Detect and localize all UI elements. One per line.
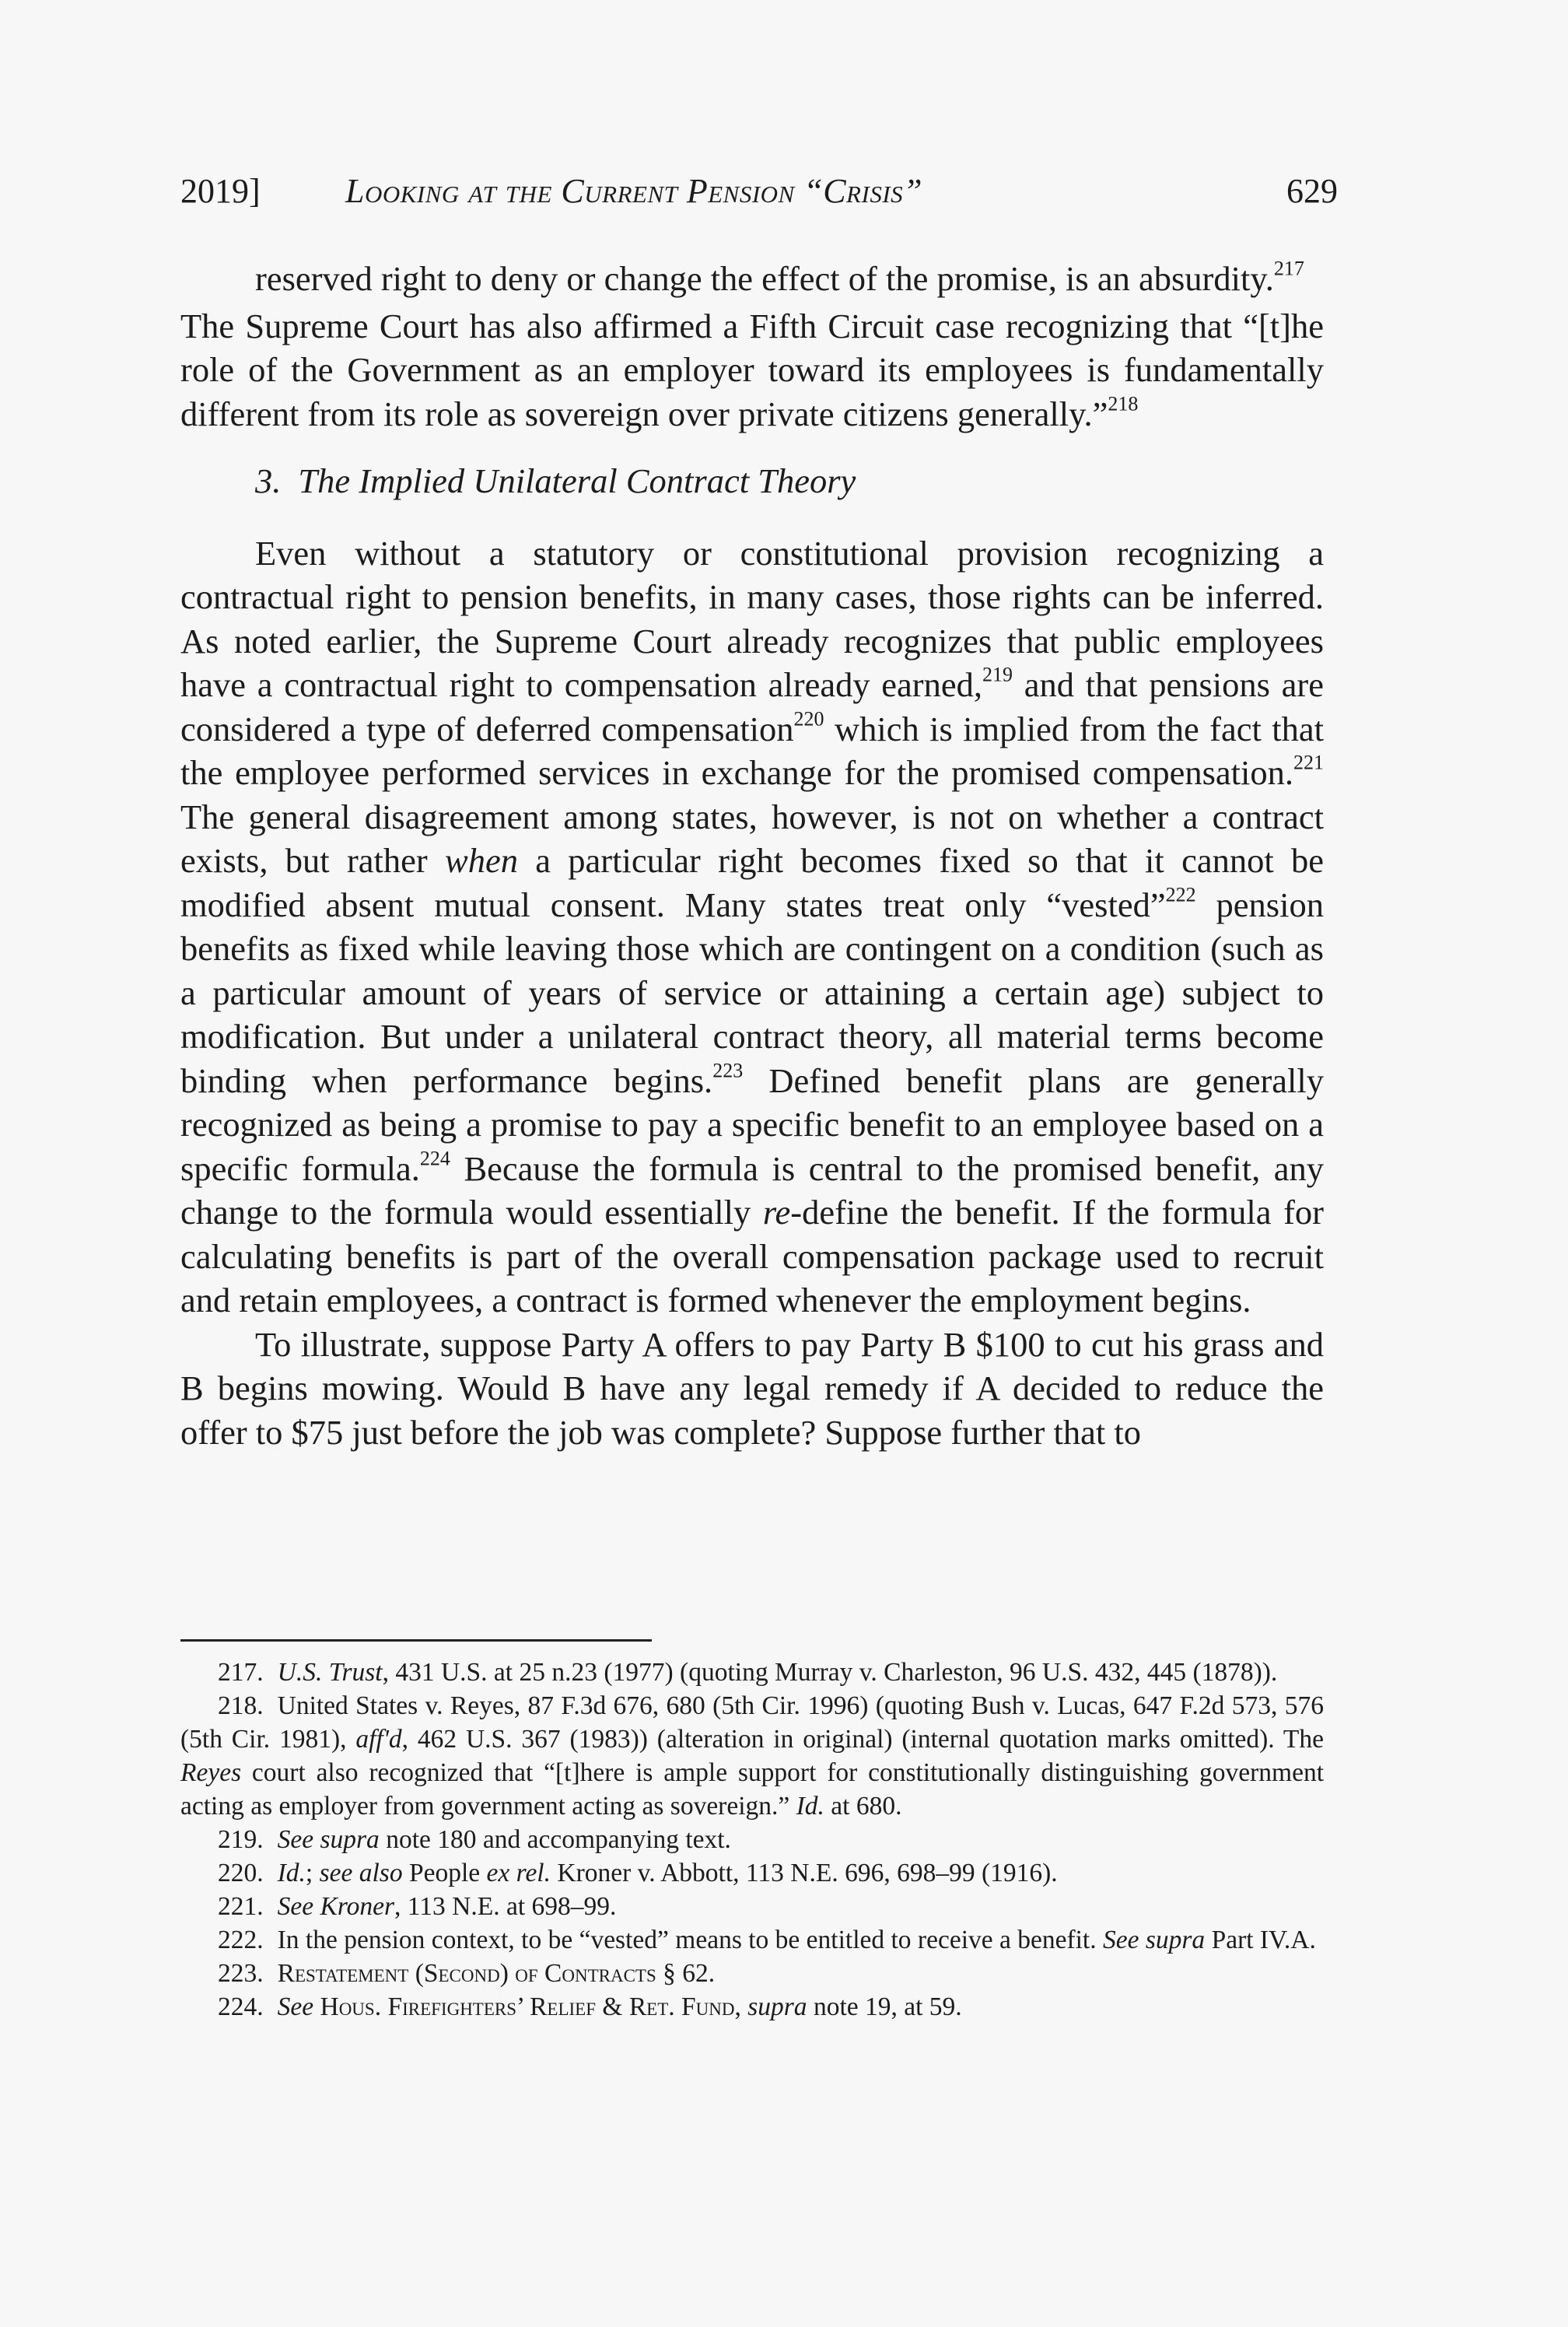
footnote-223: 223. Restatement (Second) of Contracts § 62. [218,1959,716,1988]
paragraph-3: To illustrate, suppose Party A offers to pay Party B $100 to cut his grass and B begins mowing. Would B have any legal remedy if A decided to reduce the offer to $75 just before the job was complete? Suppose further that to [180,1324,1324,1452]
block-quote: reserved right to deny or change the effect of the promise, is an absurdity.$^{217}$ [255,257,1304,298]
paragraph-2: Even without a statutory or constitutional provision recognizing a contractual right to pension benefits, in many cases, those rights can be inferred. As noted earlier, the Supreme Court already recognizes that public employees have a contractual right to compensation already earned,$^{219}$ and that pensions are considered a type of deferred compensation$^{220}$ which is implied from the fact that the employee performed services in exchange for the promised compensation.$^{221}$ The general disagreement among states, however, is not on whether a contract exists, but rather when a particular right becomes fixed so that it cannot be modified absent mutual consent. Many states treat only “vested”$^{222}$ pension benefits as fixed while leaving those which are contingent on a condition (such as a particular amount of years of service or attaining a certain age) subject to modification. But under a unilateral contract theory, all material terms become binding when performance begins.$^{223}$ Defined benefit plans are generally recognized as being a promise to pay a specific benefit to an employee based on a specific formula.$^{224}$ Because the formula is central to the promised benefit, any change to the formula would essentially re-define the benefit. If the formula for calculating benefits is part of the overall compensation package used to recruit and retain employees, a contract is formed whenever the employment begins. [180,533,1325,1319]
subheading-number: 3. [255,461,282,500]
footnote-ref-224[interactable]: 224 [419,1147,450,1169]
footnotes [180,1656,1324,2024]
paragraph-1: The Supreme Court has also affirmed a Fifth Circuit case recognizing that “[t]he role of the Government as an employer toward its employees is fundamentally different from its role as sovereign over private citizens generally.”$^{218}$ [180,306,1324,433]
emphasis-when: when [445,841,518,880]
footnote-ref-220[interactable]: 220 [793,707,824,730]
header-year: 2019] [180,172,261,210]
footnote-ref-217[interactable]: 217 [1273,257,1304,280]
section-subheading [255,459,1324,503]
footnote-222: 222. In the pension context, to be “vested” means to be entitled to receive a benefit. See supra Part IV.A. [218,1926,1316,1954]
running-title: Looking at the Current Pension “Crisis” [345,172,923,210]
footnote-217: 217. U.S. Trust, 431 U.S. at 25 n.23 (1977) (quoting Murray v. Charleston, 96 U.S. 432, 445 (1878)). [218,1658,1278,1687]
footnote-224: 224. See Hous. Firefighters’ Relief & Ret. Fund, supra note 19, at 59. [218,1992,962,2021]
subheading-text: The Implied Unilateral Contract Theory [298,461,856,500]
emphasis-re: re [762,1193,791,1232]
footnote-219: 219. See supra note 180 and accompanying text. [218,1825,731,1854]
footnote-ref-218[interactable]: 218 [1108,392,1139,415]
main-text [180,257,1324,1454]
page-number: 629 [1286,172,1338,210]
footnote-218: 218. United States v. Reyes, 87 F.3d 676, 680 (5th Cir. 1996) (quoting Bush v. Lucas, 647 F.2d 573, 576 (5th Cir. 1981), aff'd, 462 U.S. 367 (1983)) (alteration in original) (internal quotation marks omitted). The Reyes court also recognized that “[t]here is ample support for constitutionally distinguishing government acting as employer from government acting as sovereign.” Id. at 680. [180,1691,1325,1821]
footnote-ref-221[interactable]: 221 [1293,751,1324,774]
footnote-220: 220. Id.; see also People ex rel. Kroner v. Abbott, 113 N.E. 696, 698–99 (1916). [218,1859,1058,1887]
footnote-ref-223[interactable]: 223 [712,1059,744,1081]
running-header [180,171,1338,226]
footnote-ref-219[interactable]: 219 [982,663,1013,686]
footnote-ref-222[interactable]: 222 [1165,883,1196,906]
footnote-221: 221. See Kroner, 113 N.E. at 698–99. [218,1892,617,1921]
footnote-divider [180,1639,652,1642]
